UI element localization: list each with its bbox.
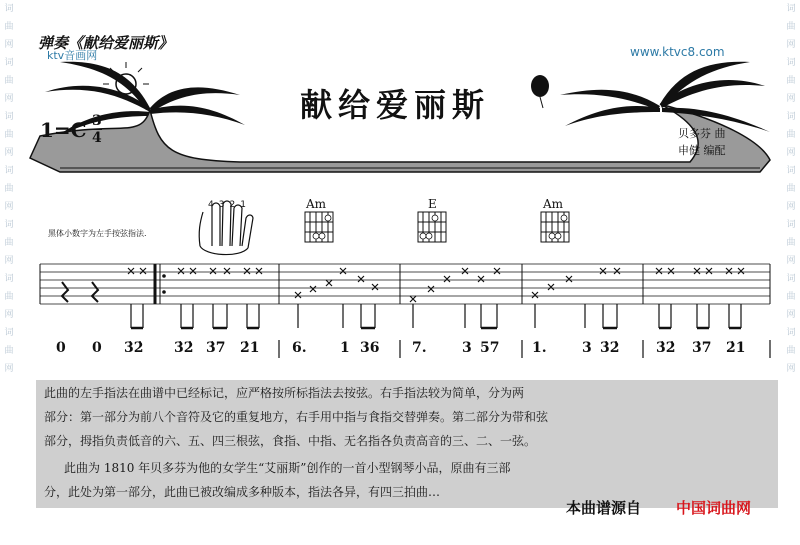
jianpu-note: 1. (532, 340, 547, 356)
hand-finger-numbers: 4321 (208, 200, 251, 210)
jianpu-note: 2̇1 (240, 340, 260, 356)
note-stems (131, 304, 741, 328)
chord-label-am-1: Am (306, 197, 327, 211)
jianpu-note: 1 (340, 340, 350, 356)
site-url-watermark: www.ktvc8.com (630, 45, 725, 59)
jianpu-note: 3̇7 (206, 340, 226, 356)
jianpu-note: 3 (462, 340, 472, 356)
jianpu-note: 3̇2̇ (600, 340, 620, 356)
jianpu-note: 57 (480, 340, 500, 356)
description-line: 部分，拇指负责低音的六、五、四三根弦，食指、中指、无名指各负责高音的三、二、一弦。 (44, 434, 537, 448)
jianpu-note: 3̇2̇ (656, 340, 676, 356)
time-signature-top: 3 (92, 113, 102, 129)
arranger-credit: 申健 编配 (678, 144, 726, 157)
description-line: 此曲为 1810 年贝多芬为他的女学生“艾丽斯”创作的一首小型钢琴小品，原曲有三部 (64, 461, 511, 475)
jianpu-note: 3 (582, 340, 592, 356)
tab-notes (128, 268, 744, 302)
jianpu-note: 0 (56, 340, 66, 356)
jianpu-note: 7. (412, 340, 427, 356)
footer-site-link[interactable]: 中国词曲网 (676, 499, 752, 517)
jianpu-note: 36 (360, 340, 380, 356)
rest-symbols (62, 282, 98, 302)
key-signature: 1=C (40, 118, 87, 142)
description-line: 此曲的左手指法在曲谱中已经标记，应严格按所标指法去按弦。右手指法较为简单，分为两 (44, 386, 525, 400)
description-line: 部分：第一部分为前八个音符及它的重复地方，右手用中指与食指交替弹奏。第二部分为带和弦 (44, 410, 549, 424)
time-signature-bottom: 4 (92, 130, 102, 146)
right-watermark-column: 词 曲 网 词 曲 网 词 曲 网 词 曲 网 词 曲 网 词 曲 网 词 曲 网 (786, 4, 796, 374)
chord-label-am-2: Am (543, 197, 564, 211)
jianpu-note: 0 (92, 340, 102, 356)
balloon-icon (531, 75, 549, 97)
chord-label-e: E (428, 197, 437, 211)
time-signature (92, 113, 102, 146)
jianpu-note: 3̇2̇ (124, 340, 144, 356)
composer-credit: 贝多芬 曲 (678, 127, 726, 140)
description-line: 分，此处为第一部分，此曲已被改编成多种版本，指法各异，有四三拍曲… (44, 485, 441, 499)
jianpu-note: 3̇2̇ (174, 340, 194, 356)
left-watermark-column: 词 曲 网 词 曲 网 词 曲 网 词 曲 网 词 曲 网 词 曲 网 词 曲 网 (4, 4, 14, 374)
fingering-note: 黑体小数字为左手按弦指法. (48, 229, 147, 238)
footer-source-label: 本曲谱源自 (566, 499, 642, 517)
jianpu-note: 2̇1 (726, 340, 746, 356)
top-label: 弹奏《献给爱丽斯》 (38, 34, 174, 52)
jianpu-note: 6. (292, 340, 307, 356)
jianpu-note: 3̇7 (692, 340, 712, 356)
right-palm-icon (560, 62, 770, 132)
song-title: 献给爱丽斯 (300, 86, 491, 124)
ktv-watermark: ktv音画网 (47, 49, 98, 62)
